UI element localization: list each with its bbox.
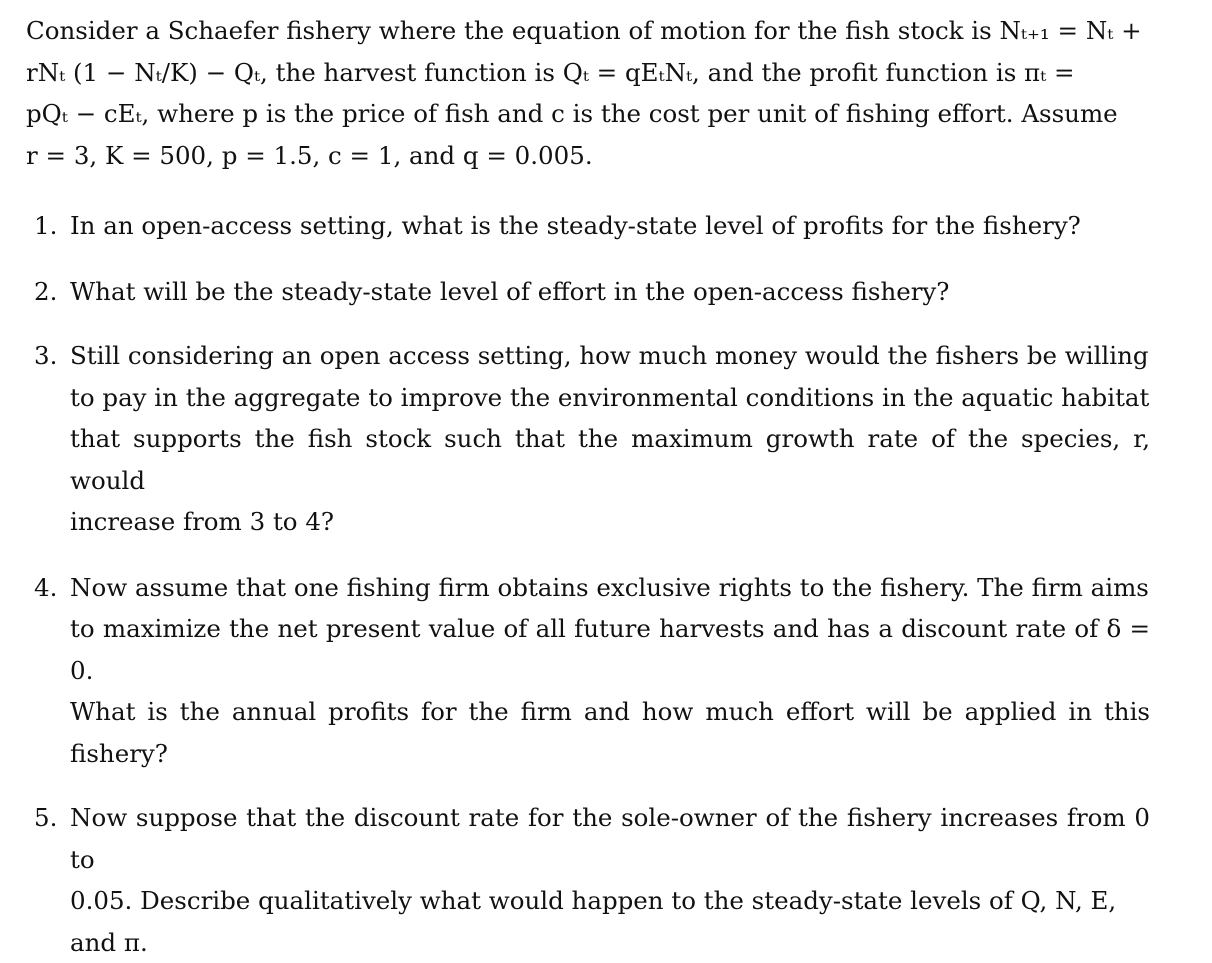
question-line: 0.05. Describe qualitatively what would happen to the steady-state levels of Q, N, E, bbox=[70, 886, 1117, 915]
intro-line: pQₜ − cEₜ, where p is the price of fish and c is the cost per unit of fishing effort. Assume bbox=[26, 99, 1118, 128]
problem-intro bbox=[26, 10, 1150, 176]
question-line: to pay in the aggregate to improve the environmental conditions in the aquatic habitat bbox=[70, 382, 1150, 412]
question-line: increase from 3 to 4? bbox=[70, 507, 335, 536]
question-number: 5. bbox=[34, 803, 58, 832]
question-list bbox=[26, 205, 1150, 963]
question-item bbox=[26, 271, 1150, 313]
question-line: and π. bbox=[70, 927, 148, 957]
question-item bbox=[26, 205, 1150, 247]
question-number: 3. bbox=[34, 341, 58, 370]
question-number: 2. bbox=[34, 276, 58, 306]
question-line: In an open-access setting, what is the steady-state level of profits for the fishery? bbox=[70, 211, 1081, 240]
question-item bbox=[26, 335, 1150, 543]
question-item bbox=[26, 797, 1150, 963]
question-line: What is the annual profits for the firm and how much effort will be applied in this fishery? bbox=[70, 697, 1150, 768]
intro-line: rNₜ (1 − Nₜ/K) − Qₜ, the harvest function is Qₜ = qEₜNₜ, and the profit function is πₜ = bbox=[26, 57, 1075, 87]
intro-line: Consider a Schaefer fishery where the equation of motion for the fish stock is Nₜ₊₁ = Nₜ + bbox=[26, 16, 1142, 45]
question-line: Now suppose that the discount rate for the sole-owner of the fishery increases from 0 to bbox=[70, 803, 1150, 874]
question-line: Now assume that one fishing firm obtains exclusive rights to the fishery. The firm aims bbox=[70, 572, 1149, 602]
question-number: 1. bbox=[34, 211, 58, 240]
question-item bbox=[26, 567, 1150, 775]
question-number: 4. bbox=[34, 572, 58, 602]
question-line: What will be the steady-state level of effort in the open-access fishery? bbox=[70, 276, 950, 306]
intro-line: r = 3, K = 500, p = 1.5, c = 1, and q = 0.005. bbox=[26, 140, 593, 170]
question-line: Still considering an open access setting, how much money would the fishers be willing bbox=[70, 341, 1149, 370]
question-line: to maximize the net present value of all future harvests and has a discount rate of δ = 0. bbox=[70, 614, 1150, 685]
problem-document bbox=[26, 10, 1150, 963]
question-line: that supports the fish stock such that the maximum growth rate of the species, r, would bbox=[70, 424, 1150, 495]
